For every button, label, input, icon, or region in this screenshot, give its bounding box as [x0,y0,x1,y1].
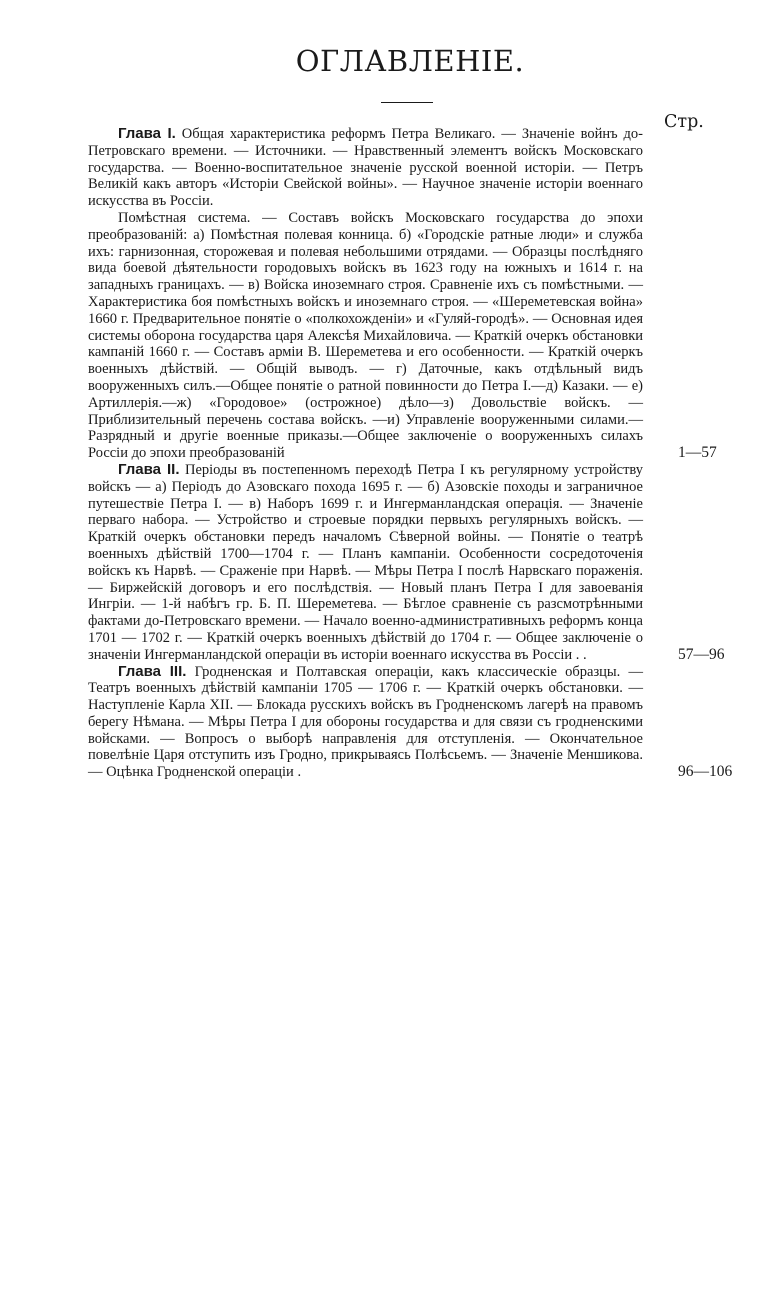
page-title: ОГЛАВЛЕНІЕ. [295,44,525,78]
page-range: 1—57 [678,444,717,462]
toc-paragraph [88,126,643,210]
page-range: 96—106 [678,763,733,781]
chapter-summary: Общая характеристика реформъ Петра Великаго. — Значеніе войнъ до-Петровскаго времени. — Источники. — Нравственный элементъ войскъ Московскаго государства. — Военно-воспитательное значеніе русской военной исторіи. — Петръ Великій какъ авторъ «Исторіи Свейской войны». — Научное значеніе исторіи военнаго искусства въ Россіи. [88,126,644,210]
chapter-label: Глава III. [118,662,187,680]
toc-paragraph [88,210,643,462]
page-range: 57—96 [678,645,725,663]
toc-paragraph [88,664,643,782]
toc-paragraph [88,462,643,664]
chapter-summary: Періоды въ постепенномъ переходѣ Петра I къ регулярному устройству войскъ — а) Періодъ до Азовскаго похода 1695 г. — б) Азовскіе походы и заграничное путешествіе Петра I. — в) Наборъ 1699 г. и Ингерманландская операція. — Значеніе перваго набора. — Устройство и строевые порядки первыхъ регулярныхъ войскъ. — Краткій очеркъ обстановки передъ началомъ Сѣверной войны. — Понятіе о театрѣ военныхъ дѣйствій 1700—1704 г. — Планъ кампаніи. Особенности сосредоточенія войскъ къ Нарвѣ. — Сраженіе при Нарвѣ. — Мѣры Петра I послѣ Нарвскаго пораженія. — Биржейскій договоръ и его послѣдствія. — Новый планъ Петра I для завоеванія Ингріи. — 1-й набѣгъ гр. Б. П. Шереметева. — Бѣглое сравненіе съ разсмотрѣнными фактами до-Петровскаго времени. — Начало военно-административныхъ реформъ конца 1701 — 1702 г. — Краткій очеркъ военныхъ дѣйствій до 1704 г. — Общее заключеніе о значеніи Ингерманландской операціи въ исторіи военнаго искусства въ Россіи . . [88,461,644,663]
table-of-contents [88,125,733,781]
toc-entry-chapter-2 [88,460,725,664]
toc-entry-chapter-3 [88,662,733,782]
toc-entry-chapter-1 [88,125,717,462]
chapter-summary: Гродненская и Полтавская операціи, какъ классическіе образцы. — Театръ военныхъ дѣйствій кампаніи 1705 — 1706 г. — Краткій очеркъ обстановки. — Наступленіе Карла XII. — Блокада русскихъ войскъ въ Гродненскомъ лагерѣ на правомъ берегу Нѣмана. — Мѣры Петра I для обороны государства и для связи съ гродненскими войсками. — Вопросъ о выборѣ направленія для отступленія. — Окончательное повелѣніе Царя отступить изъ Гродно, прикрываясь Полѣсьемъ. — Значеніе Меншикова. — Оцѣнка Гродненской операціи . [88,663,643,781]
chapter-label: Глава I. [118,125,176,142]
title-divider [381,102,433,103]
page-column-label: Стр. [664,112,704,132]
chapter-summary: Помѣстная система. — Составъ войскъ Московскаго государства до эпохи преобразованій: а) Помѣстная полевая конница. б) «Городскіе ратные люди» и служба ихъ: гарнизонная, сторожевая и полевая небольшими отрядами. — Образцы послѣдняго вида боевой дѣятельности городовыхъ войскъ въ 1623 году на южныхъ и 1614 г. на западныхъ границахъ. — в) Войска иноземнаго строя. Сравненіе ихъ съ помѣстными. — Характеристика боя помѣстныхъ войскъ и иноземнаго строя. — «Шереметевская война» 1660 г. Предварительное понятіе о «полкохожденіи» и «Гуляй-городѣ». — Основная идея системы оборона государства царя Алексѣя Михайловича. — Краткій очеркъ обстановки кампаній 1660 г. — Составъ арміи В. Шереметева и его особенности. — Краткій очеркъ военныхъ дѣйствій. — Общій выводъ. — г) Даточные, какъ отдѣльный видъ вооруженныхъ силъ.—Общее понятіе о ратной повинности до Петра I.—д) Казаки. — е) Артиллерія.—ж) «Городовое» (острожное) дѣло—з) Довольствіе войскъ. — Приблизительный перечень состава войскъ. —и) Управленіе вооруженными силами.—Разрядный и другіе военные приказы.—Общее заключеніе о вооруженныхъ силахъ Россіи до эпохи преобразованій [88,209,643,462]
chapter-label: Глава II. [118,460,180,478]
